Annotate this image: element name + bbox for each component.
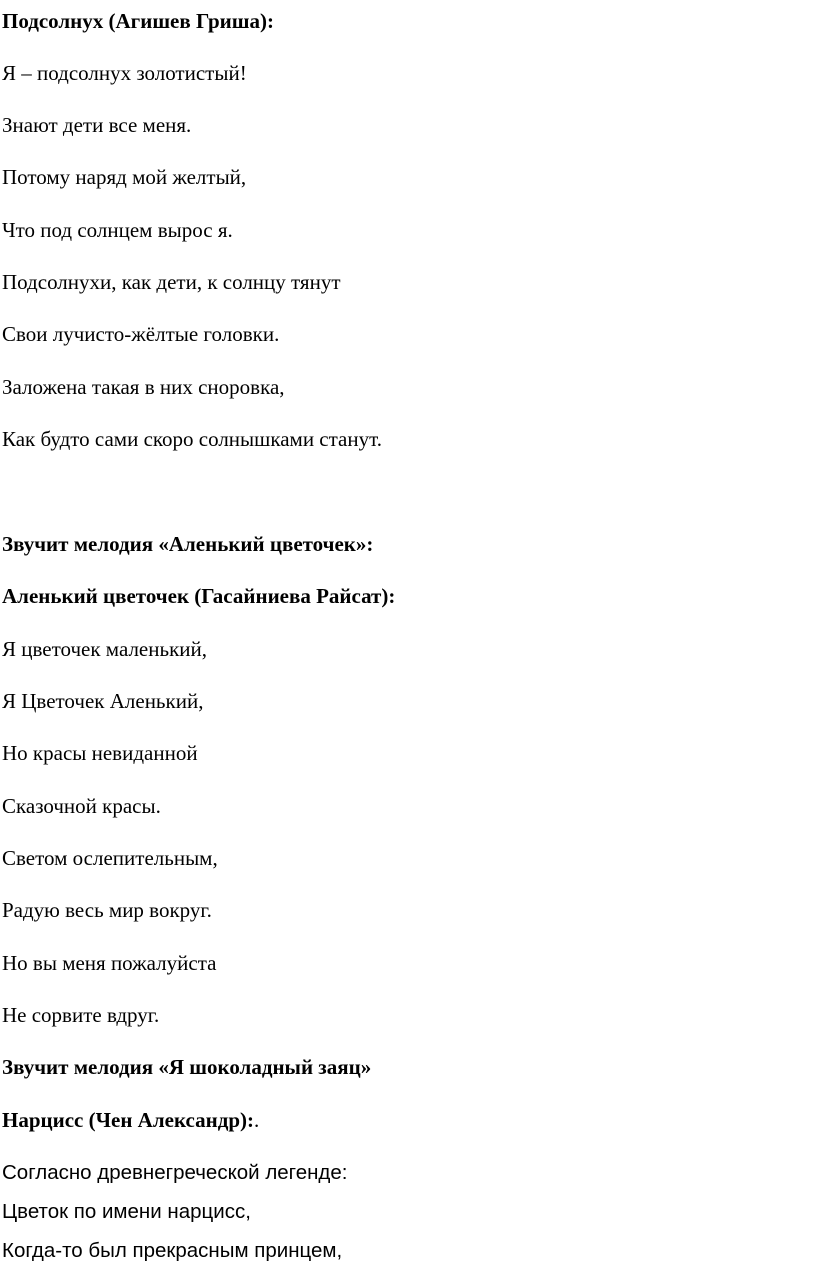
poem-line: Цветок по имени нарцисс, — [2, 1200, 251, 1223]
poem-line: Не сорвите вдруг. — [2, 1003, 160, 1027]
poem-line: Что под солнцем вырос я. — [2, 218, 233, 242]
poem-line: Как будто сами скоро солнышками станут. — [2, 427, 382, 451]
melody-cue-scarlet-flower: Звучит мелодия «Аленький цветочек»: — [2, 532, 374, 556]
poem-line: Но красы невиданной — [2, 741, 198, 765]
poem-line: Светом ослепительным, — [2, 846, 218, 870]
poem-line: Согласно древнегреческой легенде: — [2, 1161, 348, 1184]
poem-heading-narcissus — [2, 1107, 259, 1133]
poem-line: Я цветочек маленький, — [2, 637, 207, 661]
poem-line: Но вы меня пожалуйста — [2, 951, 217, 975]
poem-heading-scarlet-flower: Аленький цветочек (Гасайниева Райсат): — [2, 584, 396, 608]
poem-heading-narcissus-text: Нарцисс (Чен Александр): — [2, 1108, 254, 1132]
poem-line: Я Цветочек Аленький, — [2, 689, 204, 713]
poem-line: Сказочной красы. — [2, 794, 161, 818]
poem-line: Знают дети все меня. — [2, 113, 192, 137]
poem-line: Заложена такая в них сноровка, — [2, 375, 285, 399]
poem-line: Радую весь мир вокруг. — [2, 898, 212, 922]
poem-line: Когда-то был прекрасным принцем, — [2, 1239, 343, 1262]
poem-line: Свои лучисто-жёлтые головки. — [2, 322, 280, 346]
poem-line: Я – подсолнух золотистый! — [2, 61, 247, 85]
poem-heading-narcissus-suffix: . — [254, 1108, 260, 1132]
poem-heading-sunflower: Подсолнух (Агишев Гриша): — [2, 9, 274, 33]
poem-line: Потому наряд мой желтый, — [2, 165, 247, 189]
melody-cue-chocolate-hare: Звучит мелодия «Я шоколадный заяц» — [2, 1055, 372, 1079]
poem-line: Подсолнухи, как дети, к солнцу тянут — [2, 270, 341, 294]
